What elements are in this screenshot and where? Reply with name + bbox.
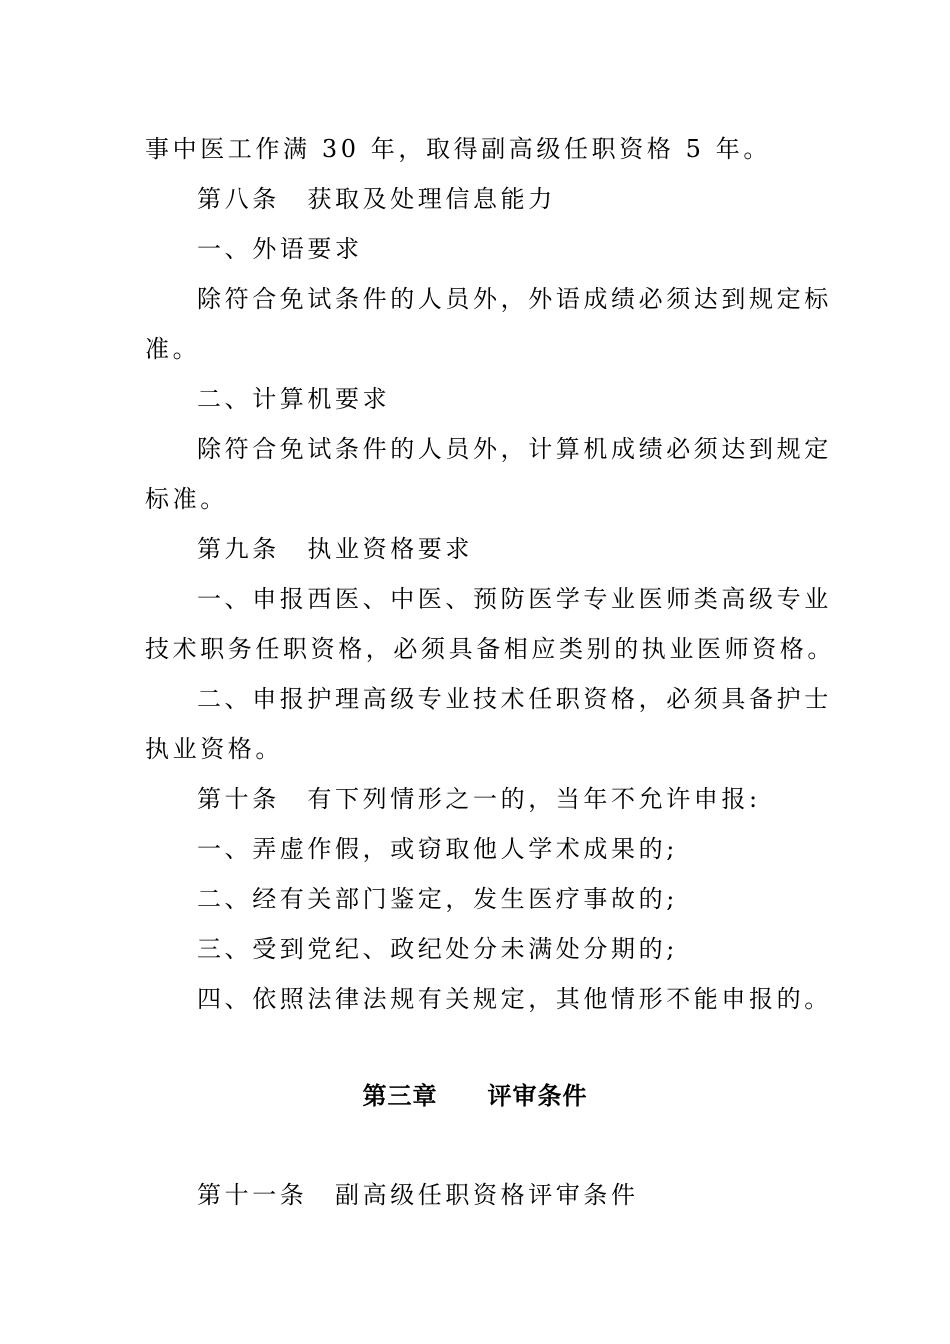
list-item: 三、受到党纪、政纪处分未满处分期的; xyxy=(197,935,678,963)
clause-heading: 二、计算机要求 xyxy=(197,385,391,413)
list-item: 二、经有关部门鉴定，发生医疗事故的; xyxy=(197,885,678,913)
list-item: 一、弄虚作假，或窃取他人学术成果的; xyxy=(197,835,678,863)
paragraph-line: 标准。 xyxy=(145,485,228,513)
article-11-title: 第十一条 副高级任职资格评审条件 xyxy=(197,1181,639,1209)
paragraph-line: 除符合免试条件的人员外，外语成绩必须达到规定标 xyxy=(197,285,832,313)
paragraph-line: 事中医工作满 30 年，取得副高级任职资格 5 年。 xyxy=(145,135,771,163)
chapter-heading: 第三章 评审条件 xyxy=(362,1082,588,1110)
paragraph-line: 除符合免试条件的人员外，计算机成绩必须达到规定 xyxy=(197,435,832,463)
article-8-title: 第八条 获取及处理信息能力 xyxy=(197,185,556,213)
paragraph-line: 执业资格。 xyxy=(145,735,283,763)
article-10-title: 第十条 有下列情形之一的，当年不允许申报: xyxy=(197,785,761,813)
list-item: 四、依照法律法规有关规定，其他情形不能申报的。 xyxy=(197,985,832,1013)
paragraph-line: 一、申报西医、中医、预防医学专业医师类高级专业 xyxy=(197,585,832,613)
article-9-title: 第九条 执业资格要求 xyxy=(197,535,473,563)
paragraph-line: 准。 xyxy=(145,335,201,363)
clause-heading: 一、外语要求 xyxy=(197,235,363,263)
paragraph-line: 技术职务任职资格，必须具备相应类别的执业医师资格。 xyxy=(145,635,835,663)
paragraph-line: 二、申报护理高级专业技术任职资格，必须具备护士 xyxy=(197,685,832,713)
